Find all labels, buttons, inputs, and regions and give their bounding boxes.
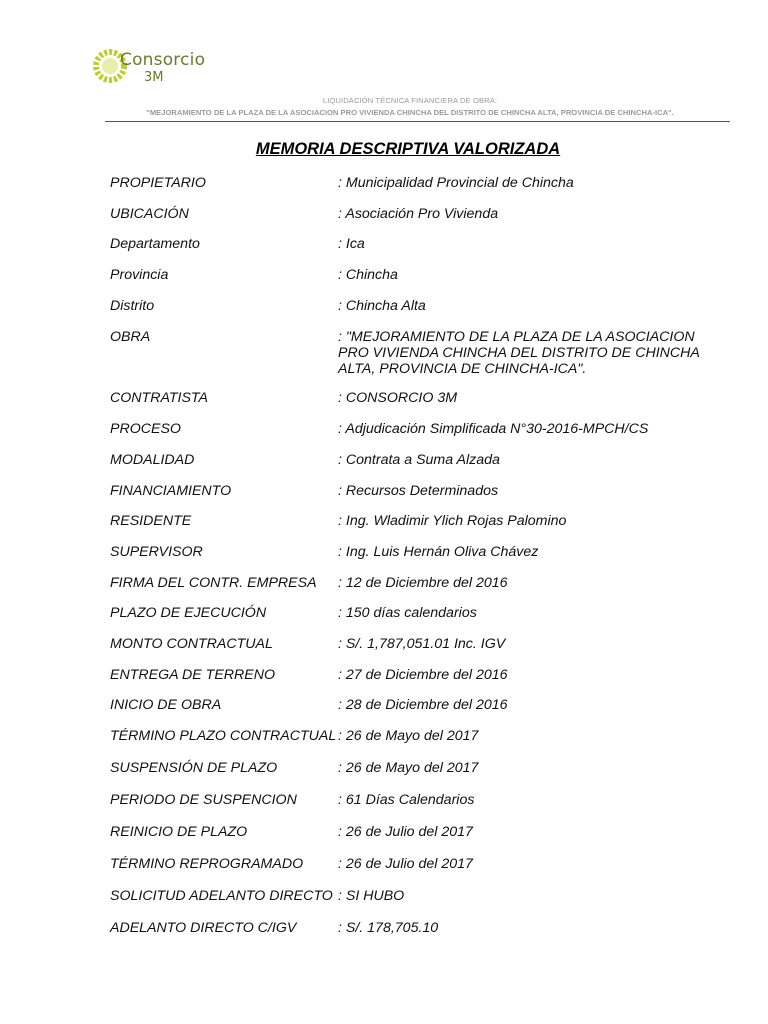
logo-subtitle: 3M <box>144 70 164 85</box>
field-label: ENTREGA DE TERRENO <box>110 667 276 683</box>
field-label: RESIDENTE <box>110 513 192 529</box>
field-value: : Ing. Luis Hernán Oliva Chávez <box>338 544 539 560</box>
field-value: : "MEJORAMIENTO DE LA PLAZA DE LA ASOCIACION PRO VIVIENDA CHINCHA DEL DISTRITO DE CHINCHA ALTA, PROVINCIA DE CHINCHA-ICA". <box>338 329 700 377</box>
field-value: : Contrata a Suma Alzada <box>338 452 500 468</box>
field-label: REINICIO DE PLAZO <box>110 824 248 840</box>
field-value: : Adjudicación Simplificada N°30-2016-MPCH/CS <box>338 421 649 437</box>
field-label: PLAZO DE EJECUCIÓN <box>110 605 267 621</box>
field-label: PROCESO <box>110 421 181 437</box>
field-label: PROPIETARIO <box>110 175 206 191</box>
field-value: : 26 de Mayo del 2017 <box>338 728 479 744</box>
field-value: : S/. 178,705.10 <box>338 920 439 936</box>
field-value: : Ing. Wladimir Ylich Rojas Palomino <box>338 513 567 529</box>
field-value: : Asociación Pro Vivienda <box>338 206 499 222</box>
logo-name: Consorcio <box>120 50 206 70</box>
field-value: : Municipalidad Provincial de Chincha <box>338 175 574 191</box>
field-label: MONTO CONTRACTUAL <box>110 636 273 652</box>
field-label: SOLICITUD ADELANTO DIRECTO <box>110 888 333 904</box>
document-title: MEMORIA DESCRIPTIVA VALORIZADA <box>255 140 561 158</box>
field-value: : CONSORCIO 3M <box>338 390 458 406</box>
field-value: : S/. 1,787,051.01 Inc. IGV <box>338 636 506 652</box>
field-label: OBRA <box>110 329 151 345</box>
field-value: : 26 de Julio del 2017 <box>338 824 473 840</box>
field-label: CONTRATISTA <box>110 390 208 406</box>
field-label: TÉRMINO REPROGRAMADO <box>110 856 304 872</box>
field-label: ADELANTO DIRECTO C/IGV <box>110 920 297 936</box>
field-label: Departamento <box>110 236 200 252</box>
field-value: : 27 de Diciembre del 2016 <box>338 667 508 683</box>
field-value: : 26 de Mayo del 2017 <box>338 760 479 776</box>
header-line-1: LIQUIDACIÓN TÉCNICA FINANCIERA DE OBRA: <box>322 96 498 105</box>
field-value: : Recursos Determinados <box>338 483 499 499</box>
field-value: : 12 de Diciembre del 2016 <box>338 575 508 591</box>
field-value: : 26 de Julio del 2017 <box>338 856 473 872</box>
field-label: Provincia <box>110 267 169 283</box>
field-value: : Ica <box>338 236 365 252</box>
field-value: : SI HUBO <box>338 888 405 904</box>
field-value: : Chincha <box>338 267 398 283</box>
field-label: SUSPENSIÓN DE PLAZO <box>110 760 278 776</box>
field-label: PERIODO DE SUSPENCION <box>110 792 297 808</box>
field-label: MODALIDAD <box>110 452 195 468</box>
field-label: SUPERVISOR <box>110 544 203 560</box>
field-label: FIRMA DEL CONTR. EMPRESA <box>110 575 317 591</box>
field-value: : Chincha Alta <box>338 298 426 314</box>
field-label: FINANCIAMIENTO <box>110 483 232 499</box>
field-label: INICIO DE OBRA <box>110 697 222 713</box>
field-label: TÉRMINO PLAZO CONTRACTUAL <box>110 728 337 744</box>
company-logo <box>92 40 212 92</box>
header-line-2: "MEJORAMIENTO DE LA PLAZA DE LA ASOCIACION PRO VIVIENDA CHINCHA DEL DISTRITO DE CHINCHA ALTA, PROVINCIA DE CHINCHA-ICA". <box>146 108 674 117</box>
field-value: : 28 de Diciembre del 2016 <box>338 697 508 713</box>
field-value: : 61 Días Calendarios <box>338 792 475 808</box>
header-divider <box>105 121 730 122</box>
field-value: : 150 días calendarios <box>338 605 477 621</box>
field-label: UBICACIÓN <box>110 206 189 222</box>
field-label: Distrito <box>110 298 155 314</box>
